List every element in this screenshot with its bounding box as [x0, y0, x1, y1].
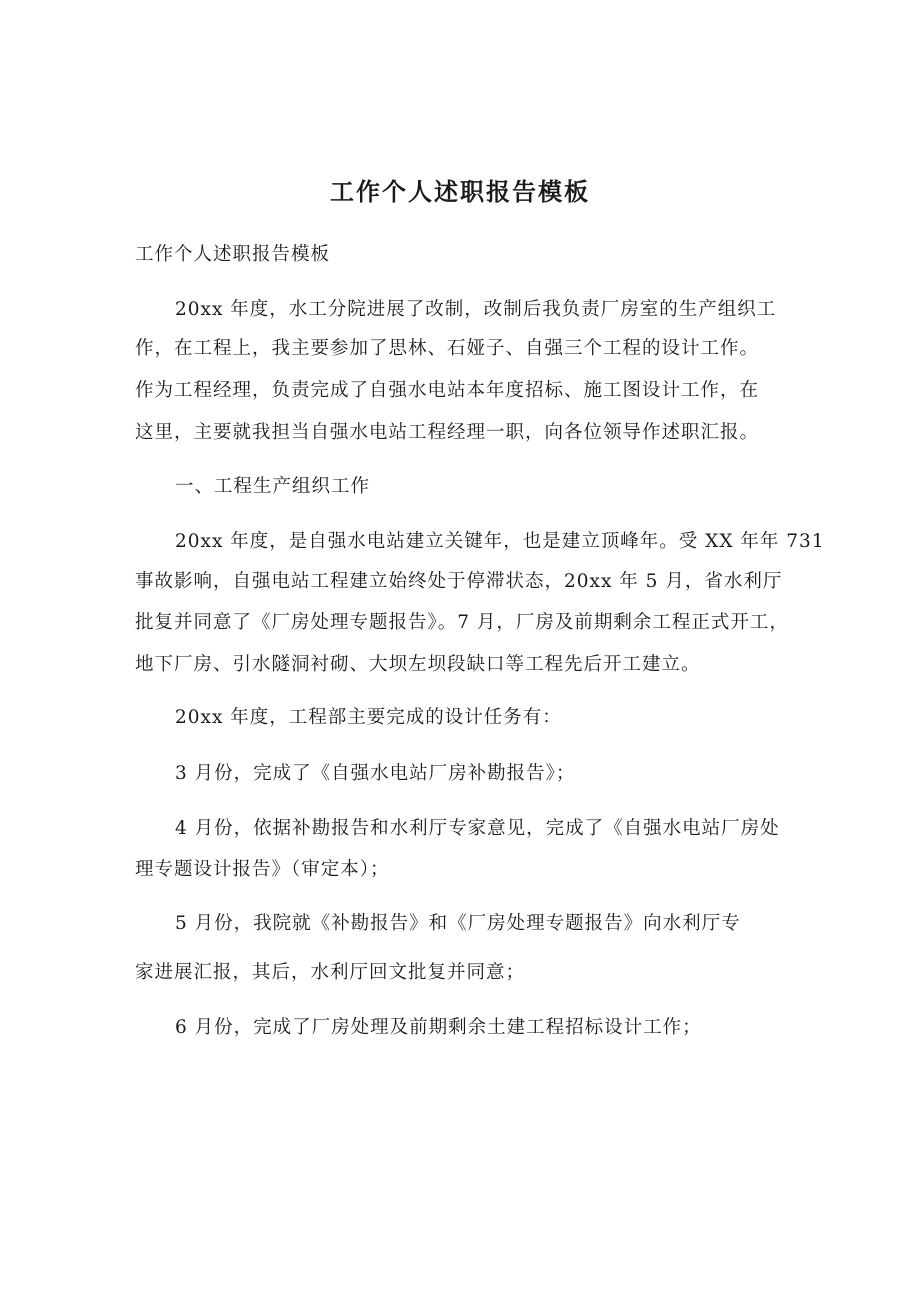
paragraph-1-line-1: 20xx 年度，水工分院进展了改制，改制后我负责厂房室的生产组织工	[175, 299, 777, 320]
paragraph-3: 20xx 年度，工程部主要完成的设计任务有：	[175, 707, 562, 728]
document-title: 工作个人述职报告模板	[330, 177, 590, 206]
paragraph-2-line-3: 批复并同意了《厂房处理专题报告》。7 月，厂房及前期剩余工程正式开工，	[135, 612, 789, 633]
item-may-line-2: 家进展汇报，其后，水利厅回文批复并同意；	[135, 962, 526, 983]
item-march: 3 月份，完成了《自强水电站厂房补勘报告》；	[175, 763, 576, 784]
item-april-line-1: 4 月份，依据补勘报告和水利厅专家意见，完成了《自强水电站厂房处	[175, 818, 780, 839]
item-june: 6 月份，完成了厂房处理及前期剩余土建工程招标设计工作；	[175, 1017, 702, 1038]
item-april-line-2: 理专题设计报告》（审定本）；	[135, 859, 390, 880]
paragraph-2-line-1: 20xx 年度，是自强水电站建立关键年，也是建立顶峰年。受 XX 年年 731	[175, 531, 825, 552]
paragraph-2-line-4: 地下厂房、引水隧洞衬砌、大坝左坝段缺口等工程先后开工建立。	[135, 654, 701, 675]
item-may-line-1: 5 月份，我院就《补勘报告》和《厂房处理专题报告》向水利厅专	[175, 913, 741, 934]
section-1-heading: 一、工程生产组织工作	[175, 476, 371, 497]
document-subtitle: 工作个人述职报告模板	[135, 244, 331, 265]
paragraph-1-line-3: 作为工程经理，负责完成了自强水电站本年度招标、施工图设计工作，在	[135, 380, 760, 401]
paragraph-1-line-2: 作，在工程上，我主要参加了思林、石娅子、自强三个工程的设计工作。	[135, 338, 760, 359]
paragraph-1-line-4: 这里，主要就我担当自强水电站工程经理一职，向各位领导作述职汇报。	[135, 422, 760, 443]
paragraph-2-line-2: 事故影响，自强电站工程建立始终处于停滞状态，20xx 年 5 月，省水利厅	[135, 571, 783, 592]
